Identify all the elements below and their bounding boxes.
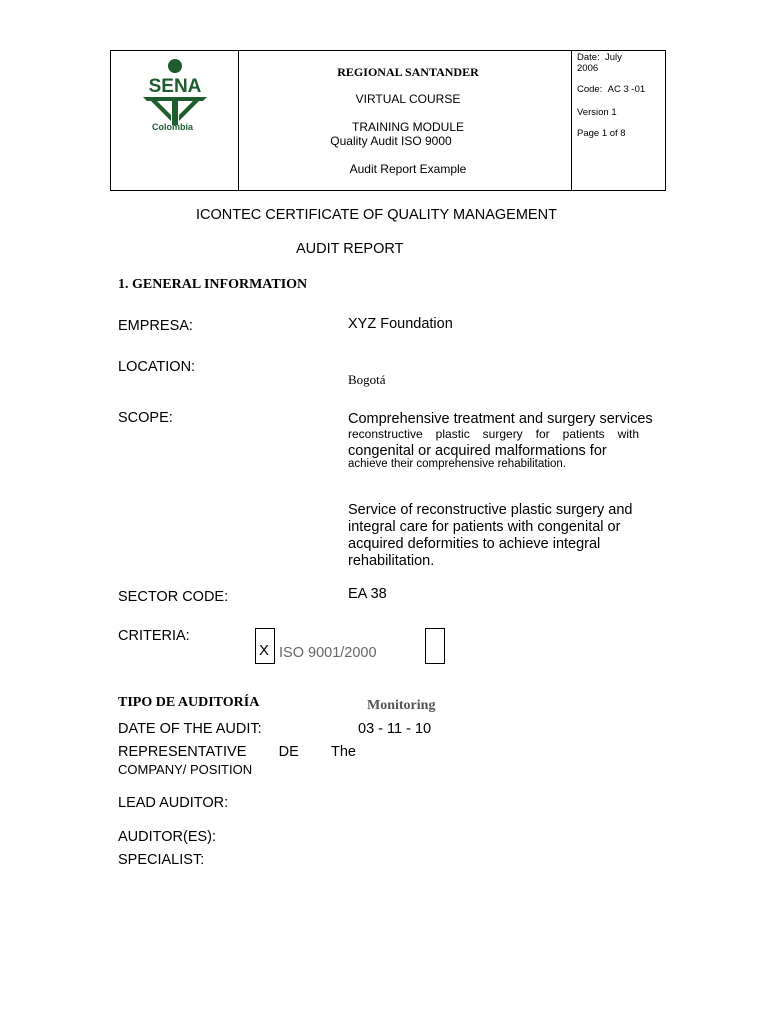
criteria-checkbox-empty[interactable] (425, 628, 445, 664)
header-module: TRAINING MODULE (351, 120, 464, 134)
sector-code-label: SECTOR CODE: (118, 589, 229, 605)
audit-date-label: DATE OF THE AUDIT: (118, 721, 262, 737)
header-course: VIRTUAL COURSE (355, 92, 461, 106)
header-table (110, 50, 666, 191)
header-code: Code: AC 3 -01 (577, 84, 646, 95)
scope-line-1: Comprehensive treatment and surgery services (348, 411, 653, 427)
logo-subtitle: Colombia (152, 122, 194, 132)
location-value: Bogotá (348, 372, 386, 387)
criteria-label: CRITERIA: (118, 628, 190, 644)
criteria-checkbox-checked[interactable] (255, 628, 275, 664)
tipo-auditoria-label: TIPO DE AUDITORÍA (118, 695, 260, 710)
criteria-check-mark: X (259, 642, 270, 659)
scope-paragraph-2: Service of reconstructive plastic surgery and integral care for patients with congenital or acquired deformities to achieve integral rehabilitation. (348, 502, 633, 569)
audit-date-value: 03 - 11 - 10 (358, 721, 432, 737)
specialist-label: SPECIALIST: (118, 852, 205, 868)
header-org: REGIONAL SANTANDER (337, 65, 479, 79)
logo-text: SENA (148, 76, 202, 97)
criteria-value: ISO 9001/2000 (279, 645, 377, 661)
scope-label: SCOPE: (118, 410, 173, 426)
header-divider-left (238, 51, 239, 190)
scope-line-4: achieve their comprehensive rehabilitation. (348, 458, 566, 470)
lead-auditor-label: LEAD AUDITOR: (118, 795, 229, 811)
scope-value (348, 411, 671, 470)
scope-line-2: reconstructive plastic surgery for patients with (348, 427, 639, 441)
representative-label: REPRESENTATIVE DE The (118, 744, 356, 760)
sector-code-value: EA 38 (348, 586, 387, 602)
empresa-label: EMPRESA: (118, 318, 193, 334)
header-date: Date: July (577, 52, 622, 63)
tipo-auditoria-value: Monitoring (367, 698, 436, 713)
auditors-label: AUDITOR(ES): (118, 829, 217, 845)
section-general-information: 1. GENERAL INFORMATION (118, 277, 308, 292)
representative-label-line2: COMPANY/ POSITION (118, 762, 253, 777)
empresa-value: XYZ Foundation (348, 316, 453, 332)
scope-line-3: congenital or acquired malformations for (348, 443, 607, 459)
header-topic: Quality Audit ISO 9000 (330, 134, 452, 148)
header-doc: Audit Report Example (349, 162, 467, 176)
report-title: ICONTEC CERTIFICATE OF QUALITY MANAGEMENT (196, 207, 557, 223)
header-date-year: 2006 (577, 63, 599, 74)
header-version: Version 1 (577, 107, 617, 118)
location-label: LOCATION: (118, 359, 196, 375)
report-subtitle: AUDIT REPORT (296, 241, 404, 257)
header-page: Page 1 of 8 (577, 128, 626, 139)
